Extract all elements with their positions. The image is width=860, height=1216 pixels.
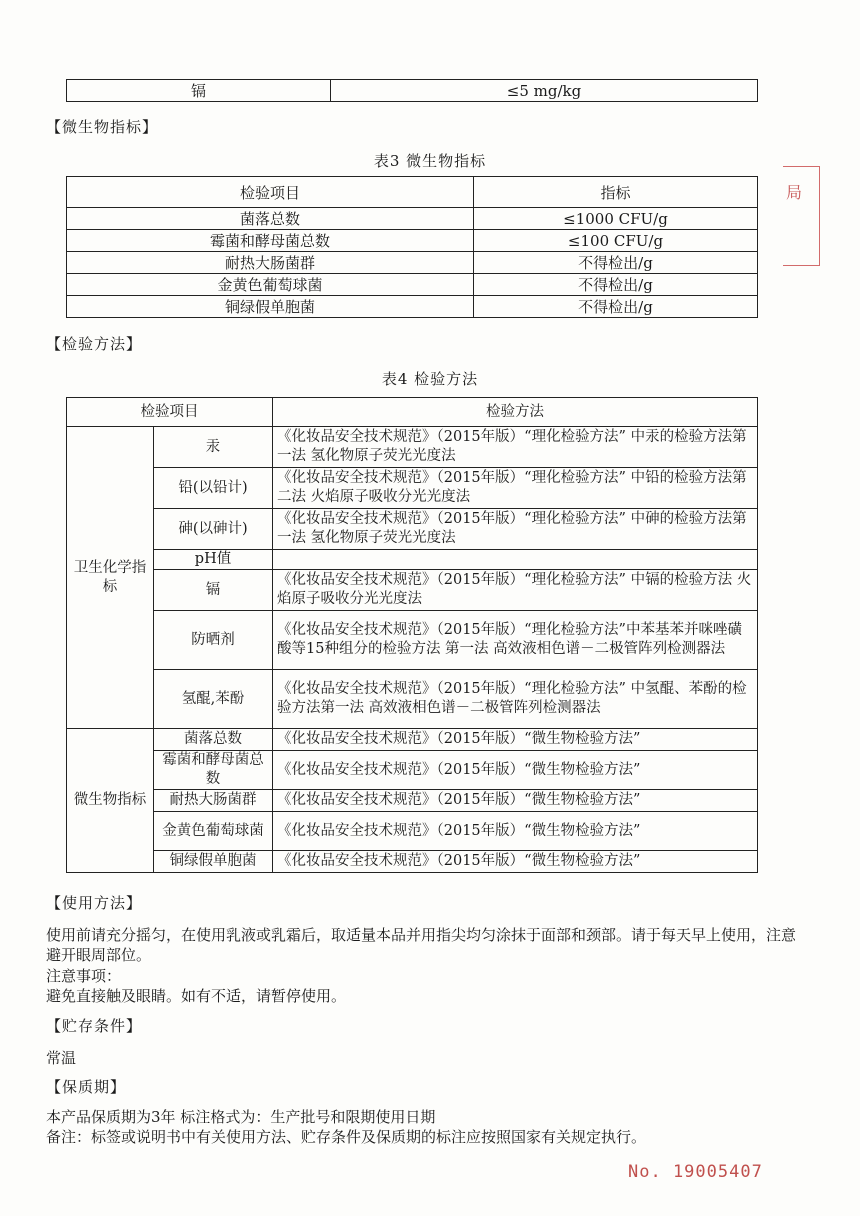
value-cell: ≤100 CFU/g xyxy=(474,230,758,252)
item-cell: 霉菌和酵母菌总数 xyxy=(67,230,474,252)
storage-heading: 【贮存条件】 xyxy=(46,1017,143,1035)
item-cell: 菌落总数 xyxy=(154,729,273,751)
stamp-character: 局 xyxy=(786,183,803,202)
item-cell: 菌落总数 xyxy=(67,208,474,230)
table-row xyxy=(67,427,758,468)
table-row xyxy=(67,812,758,851)
value-cell: 不得检出/g xyxy=(474,274,758,296)
table-row xyxy=(67,550,758,570)
item-cell: 金黄色葡萄球菌 xyxy=(67,274,474,296)
table3-caption: 表3 微生物指标 xyxy=(373,152,487,170)
item-cell: 铜绿假单胞菌 xyxy=(154,851,273,873)
item-cell: 镉 xyxy=(67,80,331,102)
table-row xyxy=(67,230,758,252)
method-cell: 《化妆品安全技术规范》（2015年版）“理化检验方法”中苯基苯并咪唑磺酸等15种组分的检验方法 第一法 高效液相色谱－二极管阵列检测器法 xyxy=(273,611,758,670)
value-cell: 不得检出/g xyxy=(474,296,758,318)
microbial-limit-table xyxy=(66,176,758,318)
item-cell: 耐热大肠菌群 xyxy=(67,252,474,274)
header-cell: 检验方法 xyxy=(273,398,758,427)
storage-text: 常温 xyxy=(46,1049,77,1067)
serial-number: No. 19005407 xyxy=(628,1162,763,1182)
cadmium-limit-table xyxy=(66,79,758,102)
table-header-row xyxy=(67,177,758,208)
value-cell: ≤1000 CFU/g xyxy=(474,208,758,230)
header-cell: 检验项目 xyxy=(67,177,474,208)
micro-heading: 【微生物指标】 xyxy=(46,118,159,136)
method-cell: 《化妆品安全技术规范》（2015年版）“理化检验方法” 中镉的检验方法 火焰原子吸收分光光度法 xyxy=(273,570,758,611)
shelf-text: 本产品保质期为3年 标注格式为：生产批号和限期使用日期 xyxy=(46,1108,436,1126)
method-cell: 《化妆品安全技术规范》（2015年版）“微生物检验方法” xyxy=(273,851,758,873)
table-row xyxy=(67,509,758,550)
header-cell: 指标 xyxy=(474,177,758,208)
method-heading: 【检验方法】 xyxy=(46,335,143,353)
table-row xyxy=(67,208,758,230)
limit-cell: ≤5 mg/kg xyxy=(331,80,758,102)
item-cell: 铜绿假单胞菌 xyxy=(67,296,474,318)
table-row xyxy=(67,611,758,670)
table-row xyxy=(67,851,758,873)
table-row xyxy=(67,80,758,102)
table-row xyxy=(67,729,758,751)
method-cell: 《化妆品安全技术规范》（2015年版）“理化检验方法” 中氢醌、苯酚的检验方法第一法 高效液相色谱－二极管阵列检测器法 xyxy=(273,670,758,729)
item-cell: 铅(以铅计) xyxy=(154,468,273,509)
method-cell: 《化妆品安全技术规范》（2015年版）“微生物检验方法” xyxy=(273,729,758,751)
item-cell: 霉菌和酵母菌总数 xyxy=(154,751,273,790)
item-cell: 氢醌,苯酚 xyxy=(154,670,273,729)
table-row xyxy=(67,570,758,611)
table-header-row xyxy=(67,398,758,427)
item-cell: 防晒剂 xyxy=(154,611,273,670)
method-cell: 《化妆品安全技术规范》（2015年版）“微生物检验方法” xyxy=(273,812,758,851)
method-cell: 《化妆品安全技术规范》（2015年版）“微生物检验方法” xyxy=(273,790,758,812)
item-cell: 砷(以砷计) xyxy=(154,509,273,550)
method-cell: 《化妆品安全技术规范》（2015年版）“理化检验方法” 中汞的检验方法第一法 氢化物原子荧光光度法 xyxy=(273,427,758,468)
usage-heading: 【使用方法】 xyxy=(46,894,143,912)
table-row xyxy=(67,790,758,812)
table-row xyxy=(67,296,758,318)
group-cell: 微生物指标 xyxy=(67,729,154,873)
group-cell: 卫生化学指标 xyxy=(67,427,154,729)
method-cell: 《化妆品安全技术规范》（2015年版）“理化检验方法” 中砷的检验方法第一法 氢化物原子荧光光度法 xyxy=(273,509,758,550)
item-cell: pH值 xyxy=(154,550,273,570)
table-row xyxy=(67,751,758,790)
item-cell: 汞 xyxy=(154,427,273,468)
method-cell: 《化妆品安全技术规范》（2015年版）“理化检验方法” 中铅的检验方法第二法 火焰原子吸收分光光度法 xyxy=(273,468,758,509)
method-cell xyxy=(273,550,758,570)
table-row xyxy=(67,252,758,274)
value-cell: 不得检出/g xyxy=(474,252,758,274)
table-row xyxy=(67,468,758,509)
test-method-table xyxy=(66,397,758,873)
header-cell: 检验项目 xyxy=(67,398,273,427)
shelf-note: 备注：标签或说明书中有关使用方法、贮存条件及保质期的标注应按照国家有关规定执行。 xyxy=(46,1128,647,1146)
table-row xyxy=(67,670,758,729)
table-row xyxy=(67,274,758,296)
item-cell: 金黄色葡萄球菌 xyxy=(154,812,273,851)
shelf-heading: 【保质期】 xyxy=(46,1078,127,1096)
usage-text: 使用前请充分摇匀，在使用乳液或乳霜后，取适量本品并用指尖均匀涂抹于面部和颈部。请于每天早上使用，注意避开眼周部位。 xyxy=(46,926,797,964)
caution-label: 注意事项： xyxy=(46,967,122,985)
table4-caption: 表4 检验方法 xyxy=(381,370,479,388)
method-cell: 《化妆品安全技术规范》（2015年版）“微生物检验方法” xyxy=(273,751,758,790)
caution-text: 避免直接触及眼睛。如有不适，请暂停使用。 xyxy=(46,987,347,1005)
item-cell: 耐热大肠菌群 xyxy=(154,790,273,812)
item-cell: 镉 xyxy=(154,570,273,611)
